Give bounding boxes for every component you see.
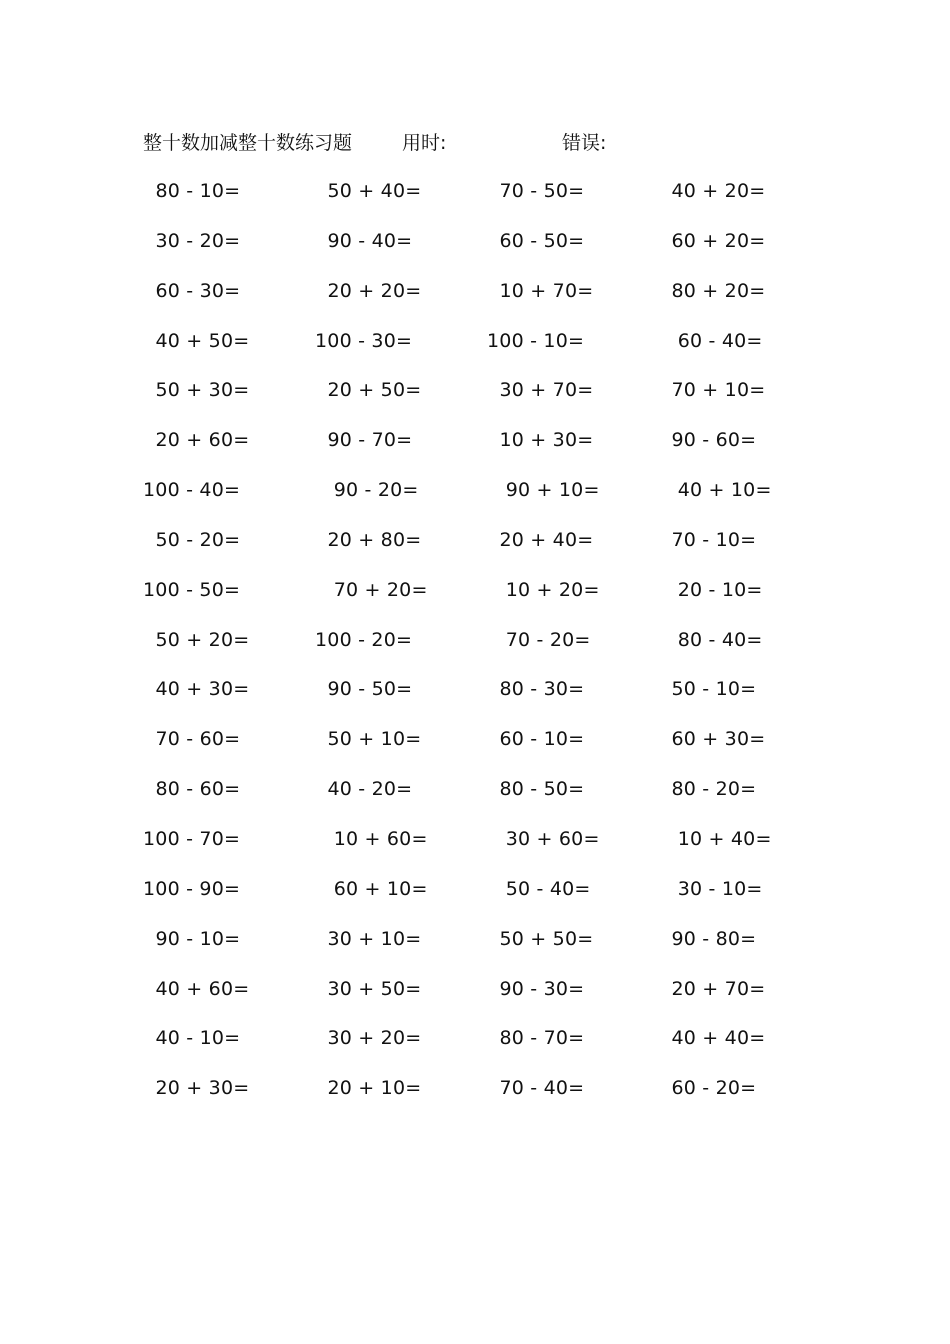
problem-item: 30 + 10= [315,927,422,950]
worksheet-header [0,128,950,158]
problem-item: 80 - 20= [659,778,757,801]
worksheet-title: 整十数加减整十数练习题 [143,132,353,154]
problem-row [140,1073,828,1123]
problem-item: 30 + 50= [315,977,422,1000]
problem-item: 10 + 70= [487,279,594,302]
problem-item: 90 - 30= [487,977,585,1000]
problem-item: 50 + 40= [315,180,422,202]
problem-item: 40 - 20= [315,778,413,801]
problem-item: 10 + 30= [487,429,594,452]
problem-row [140,375,828,425]
problem-item: 30 - 10= [659,877,763,900]
problem-item: 90 - 40= [315,229,413,252]
problem-item: 50 - 10= [659,678,757,701]
problem-item: 30 + 60= [487,827,600,850]
problem-row [140,924,828,974]
problem-item: 20 + 70= [659,977,766,1000]
problem-row [140,774,828,824]
problem-item: 60 - 40= [659,329,763,352]
problem-item: 90 - 80= [659,927,757,950]
problem-item: 40 + 40= [659,1027,766,1050]
problem-item: 70 - 50= [487,180,585,202]
time-used-label: 用时: [402,132,447,154]
problem-item: 20 + 80= [315,528,422,551]
problem-item: 100 - 30= [315,329,413,352]
problem-row [140,724,828,774]
problem-item: 20 + 50= [315,379,422,402]
problem-item: 80 - 30= [487,678,585,701]
problem-item: 40 + 60= [143,977,250,1000]
problem-row [140,525,828,575]
problem-row [140,276,828,326]
problem-item: 60 - 50= [487,229,585,252]
problem-item: 50 - 40= [487,877,591,900]
problem-row [140,226,828,276]
problem-item: 100 - 70= [143,827,241,850]
problem-item: 40 + 10= [659,479,772,502]
problem-item: 70 - 40= [487,1077,585,1100]
problem-item: 80 - 70= [487,1027,585,1050]
problem-item: 20 + 60= [143,429,250,452]
problem-item: 10 + 40= [659,827,772,850]
problem-item: 60 - 10= [487,728,585,751]
problem-item: 30 + 20= [315,1027,422,1050]
problem-item: 80 - 10= [143,180,241,202]
problem-item: 40 + 20= [659,180,766,202]
problem-row [140,625,828,675]
problem-item: 100 - 20= [315,628,413,651]
problem-row [140,674,828,724]
problem-item: 70 + 20= [315,578,428,601]
problem-item: 20 + 20= [315,279,422,302]
problem-item: 60 + 10= [315,877,428,900]
problem-item: 60 - 20= [659,1077,757,1100]
problem-item: 40 - 10= [143,1027,241,1050]
problem-item: 70 - 10= [659,528,757,551]
problem-item: 20 - 10= [659,578,763,601]
problem-item: 50 + 30= [143,379,250,402]
problem-row [140,425,828,475]
problem-item: 50 + 50= [487,927,594,950]
problem-item: 90 - 70= [315,429,413,452]
problem-row [140,176,828,226]
problem-item: 60 - 30= [143,279,241,302]
problem-item: 70 - 60= [143,728,241,751]
problem-item: 80 - 50= [487,778,585,801]
problem-item: 100 - 10= [487,329,585,352]
problem-row [140,824,828,874]
problem-item: 20 + 40= [487,528,594,551]
problem-item: 100 - 50= [143,578,241,601]
problem-item: 10 + 20= [487,578,600,601]
problem-item: 90 - 50= [315,678,413,701]
problem-item: 20 + 30= [143,1077,250,1100]
problem-item: 60 + 20= [659,229,766,252]
problem-item: 50 - 20= [143,528,241,551]
problem-item: 10 + 60= [315,827,428,850]
problem-item: 90 + 10= [487,479,600,502]
errors-label: 错误: [562,132,607,154]
problem-item: 90 - 60= [659,429,757,452]
problem-row [140,326,828,376]
problem-item: 50 + 10= [315,728,422,751]
problem-item: 100 - 90= [143,877,241,900]
problem-item: 90 - 10= [143,927,241,950]
problem-item: 20 + 10= [315,1077,422,1100]
problem-item: 50 + 20= [143,628,250,651]
problem-row [140,475,828,525]
problem-item: 60 + 30= [659,728,766,751]
problem-item: 80 + 20= [659,279,766,302]
problem-item: 70 + 10= [659,379,766,402]
problem-item: 30 + 70= [487,379,594,402]
problem-item: 30 - 20= [143,229,241,252]
problem-item: 90 - 20= [315,479,419,502]
problem-row [140,874,828,924]
problem-item: 70 - 20= [487,628,591,651]
problem-row [140,1023,828,1073]
problem-item: 40 + 50= [143,329,250,352]
problem-row [140,575,828,625]
problem-item: 80 - 40= [659,628,763,651]
problem-item: 80 - 60= [143,778,241,801]
problem-item: 40 + 30= [143,678,250,701]
problem-grid [140,176,828,1123]
problem-item: 100 - 40= [143,479,241,502]
problem-row [140,974,828,1024]
